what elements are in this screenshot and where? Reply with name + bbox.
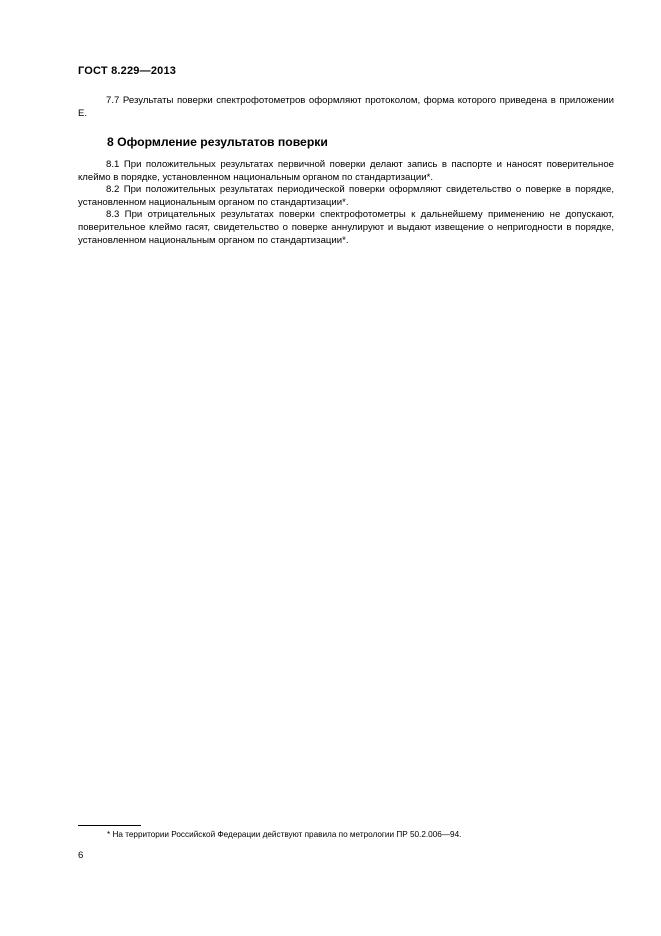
paragraph-8-1: 8.1 При положительных результатах первичной поверки делают запись в паспорте и наносят поверительное клеймо в порядке, установленном национальным органом по стандартизации*. [78, 159, 614, 183]
paragraph-8-3: 8.3 При отрицательных результатах поверки спектрофотометры к дальнейшему применению не допускают, поверительное клеймо гасят, свидетельство о поверке аннулируют и выдают извещение о непригодности в порядке, установленном национальным органом по стандартизации*. [78, 209, 614, 246]
footnote: * На территории Российской Федерации действуют правила по метрологии ПР 50.2.006—94. [107, 830, 462, 839]
section-title: 8 Оформление результатов поверки [107, 135, 328, 149]
paragraph-7-7: 7.7 Результаты поверки спектрофотометров оформляют протоколом, форма которого приведена в приложении Е. [78, 95, 614, 119]
paragraph-8-2: 8.2 При положительных результатах периодической поверки оформляют свидетельство о поверке в порядке, установленном национальным органом по стандартизации*. [78, 184, 614, 208]
document-header: ГОСТ 8.229—2013 [78, 65, 177, 77]
section-8-body [78, 159, 614, 247]
page-number: 6 [78, 850, 84, 861]
paragraph-7-7-block [78, 95, 614, 120]
footnote-separator [78, 825, 141, 826]
